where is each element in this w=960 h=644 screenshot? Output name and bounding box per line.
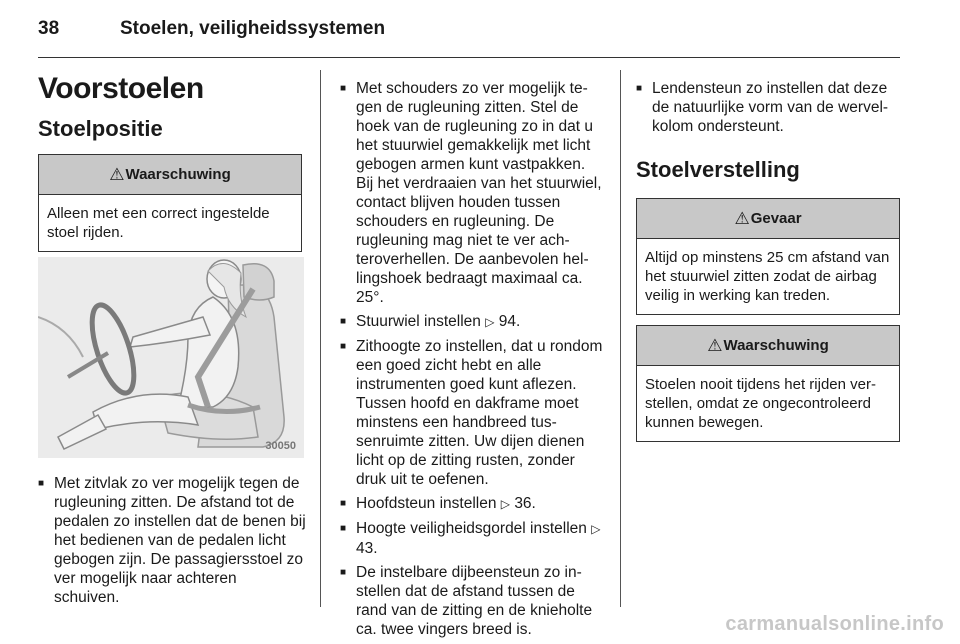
list-item [340,519,606,558]
warning-box [636,325,900,442]
bullet-list [340,79,606,639]
subsection-heading: Stoelpositie [38,116,163,141]
list-item-text: Hoofdsteun instellen [356,495,501,512]
header-rule [38,57,900,58]
warning-triangle-icon: ⚠ [109,164,125,184]
warning-box-header [39,155,301,195]
page-reference[interactable]: 43. [356,540,378,557]
page-reference-icon: ▷ [591,522,601,536]
warning-text: Stoelen nooit tijdens het rijden verstellen, omdat ze ongecontroleerd kunnen bewegen. [645,376,876,431]
middle-column [340,79,606,644]
warning-text: Alleen met een correct ingestelde stoel rijden. [47,205,270,241]
bullet-list [636,79,900,136]
list-item-text: Zithoogte zo instellen, dat u rondom een goed zicht hebt en alle instrumenten goed kunt aflezen. Tussen hoofd en dakframe moet minstens een handbreed tussenruimte zitten. Uw dijen dienen licht op de zitting rusten, zonder druk uit te oefenen. [356,338,603,488]
list-item-text: Stuurwiel instellen [356,313,486,330]
page-title: Stoelen, veiligheidssystemen [120,18,386,39]
figure-number: 30050 [265,440,296,452]
danger-box-header [637,199,899,239]
list-item [340,494,606,514]
list-item [340,312,606,332]
left-column [38,72,304,252]
warning-title: Waarschuwing [723,337,829,354]
list-item [340,337,606,489]
danger-text: Altijd op minstens 25 cm afstand van het stuurwiel zitten zodat de airbag veilig in werking kan treden. [645,249,890,304]
list-item [340,79,606,307]
page-reference-icon: ▷ [485,315,495,329]
list-item-text: Met schouders zo ver mogelijk tegen de rugleuning zitten. Stel de hoek van de rugleuning zo in dat u het stuurwiel gemakkelijk met licht gebogen armen kunt vastpakken. Bij het verdraaien van het stuurwiel, contact blijven houden tussen schouders en rugleuning. De rugleuning mag niet te ver achteroverhellen. De aanbevolen hellingshoek bedraagt maximaal ca. 25°. [356,80,602,306]
left-bullets [38,474,306,612]
column-divider-1 [320,70,321,607]
page-reference-icon: ▷ [500,497,510,511]
right-column [636,79,900,442]
list-item-text: Hoogte veiligheidsgordel instellen [356,520,592,537]
watermark: carmanualsonline.info [725,613,944,635]
list-item [340,563,606,639]
warning-triangle-icon: ⚠ [707,335,723,355]
warning-title: Waarschuwing [125,166,231,183]
danger-box [636,198,900,315]
driver-seat-drawing [38,257,304,458]
danger-title: Gevaar [750,210,802,227]
warning-box [38,154,302,252]
list-item: ■ Lendensteun zo instellen dat deze de natuurlijke vorm van de wervelkolom ondersteunt. [636,79,900,136]
page-reference[interactable]: 36. [514,495,536,512]
list-item: ■ Met zitvlak zo ver mogelijk tegen de rugleuning zitten. De afstand tot de pedalen zo instellen dat de benen bij het bedienen van de pedalen licht gebogen zijn. De passagiersstoel zo ver mogelijk naar achteren schuiven. [38,474,306,607]
warning-triangle-icon: ⚠ [734,208,750,228]
list-item-text: De instelbare dijbeensteun zo instellen dat de afstand tussen de rand van de zitting en de knieholte ca. twee vingers breed is. [356,564,593,638]
seat-position-illustration [38,257,304,458]
section-heading: Voorstoelen [38,72,204,105]
bullet-list [38,474,306,607]
warning-box-header [637,326,899,366]
page-number: 38 [38,18,60,39]
page-reference[interactable]: 94. [498,313,521,330]
column-divider-2 [620,70,621,607]
subsection-heading: Stoelverstelling [636,157,800,182]
